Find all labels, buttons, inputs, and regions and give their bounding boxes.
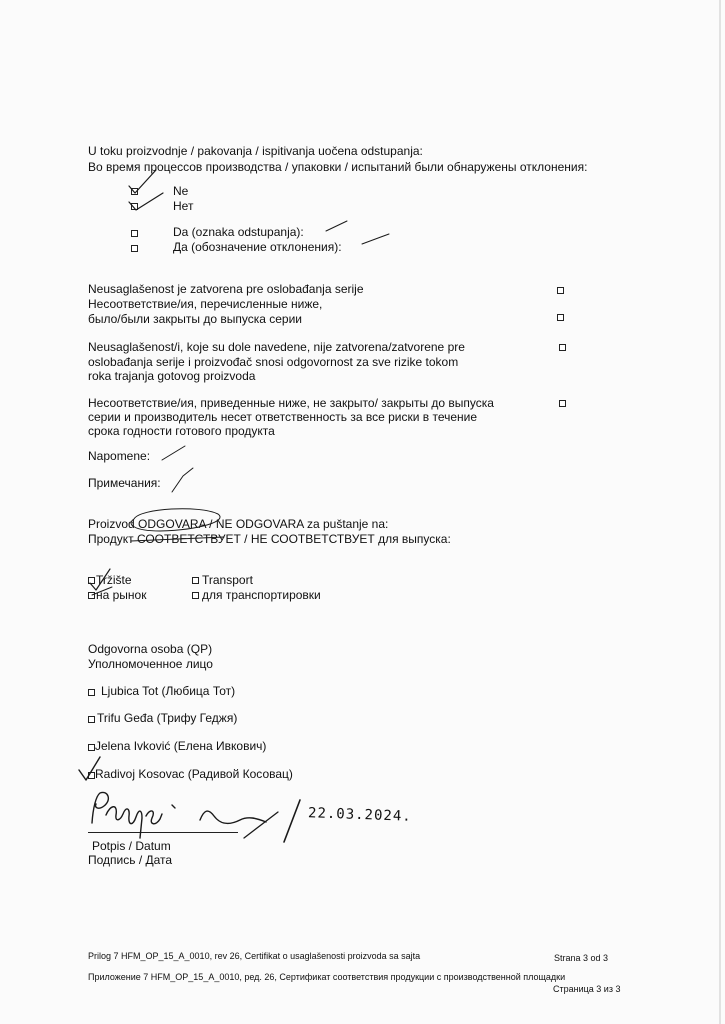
checkbox-closed-ru[interactable]	[557, 314, 564, 321]
market-sr: Tržište	[96, 573, 132, 587]
checkbox-transport-ru[interactable]	[192, 592, 199, 599]
signature-label-ru: Подпись / Дата	[88, 853, 173, 867]
qp-title-ru: Уполномоченное лицо	[88, 657, 213, 671]
checkbox-market-ru[interactable]	[88, 592, 95, 599]
checkbox-market-sr[interactable]	[88, 577, 95, 584]
qp-person-1: Ljubica Tot (Любица Тот)	[101, 684, 236, 698]
market-ru: на рынок	[96, 588, 147, 602]
release-sr-prefix: Proizvod	[88, 517, 139, 531]
signature-slash	[284, 800, 300, 842]
checkbox-closed-sr[interactable]	[557, 287, 564, 294]
intro-ru: Во время процессов производства / упаковки / испытаний были обнаружены отклонения:	[88, 160, 588, 174]
closed-sr: Neusaglašenost je zatvorena pre oslobađanja serije	[88, 282, 364, 296]
footer-sr: Prilog 7 HFM_OP_15_A_0010, rev 26, Certifikat o usaglašenosti proizvoda sa sajta	[88, 951, 421, 961]
checkbox-yes-sr[interactable]	[131, 230, 138, 237]
checkbox-qp-3[interactable]	[88, 744, 95, 751]
open-sr-line1: Neusaglašenost/i, koje su dole navedene, nije zatvorena/zatvorene pre	[88, 340, 465, 354]
release-ru-prefix: Продукт	[88, 532, 137, 546]
checkbox-qp-1[interactable]	[88, 689, 95, 696]
release-sr-match: ODGOVARA	[138, 517, 206, 531]
intro-sr: U toku proizvodnje / pakovanja / ispitivanja uočena odstupanja:	[88, 144, 423, 158]
checkbox-no-sr[interactable]	[131, 188, 138, 195]
dash-notes-sr	[162, 446, 185, 460]
release-ru-match: СООТВЕТСТВУЕТ	[136, 532, 241, 546]
footer-ru-page: Страница 3 из 3	[553, 984, 621, 994]
checkbox-open-sr[interactable]	[559, 344, 566, 351]
notes-ru-label: Примечания:	[88, 476, 161, 490]
signature-line	[88, 832, 238, 833]
qp-person-2: Trifu Geđa (Трифу Геджя)	[97, 711, 238, 725]
signature-label-sr: Potpis / Datum	[92, 839, 171, 853]
qp-title-sr: Odgovorna osoba (QP)	[88, 642, 213, 656]
closed-ru-line2: было/были закрыты до выпуска серии	[88, 312, 303, 326]
release-sr-rest: / NE ODGOVARA za puštanje na:	[205, 517, 389, 531]
qp-person-3: Jelena Ivković (Елена Ивкович)	[95, 739, 267, 753]
open-ru-line1: Несоответствие/ия, приведенные ниже, не закрыто/ закрыты до выпуска	[88, 396, 494, 410]
option-no-ru: Нет	[173, 199, 194, 213]
checkbox-yes-ru[interactable]	[131, 245, 138, 252]
option-yes-ru: Да (обозначение отклонения):	[173, 240, 342, 254]
option-yes-sr: Da (oznaka odstupanja):	[173, 225, 304, 239]
option-no-sr: Ne	[173, 184, 189, 198]
checkbox-qp-2[interactable]	[88, 716, 95, 723]
dash-yes-ru	[362, 234, 389, 244]
checkbox-transport-sr[interactable]	[192, 577, 199, 584]
open-sr-line2: oslobađanja serije i proizvođač snosi odgovornost za sve rizike tokom	[88, 355, 459, 369]
qp-person-4: Radivoj Kosovac (Радивой Косовац)	[95, 767, 293, 781]
release-ru-rest: / НЕ СООТВЕТСТВУЕТ для выпуска:	[240, 532, 451, 546]
open-sr-line3: roka trajanja gotovog proizvoda	[88, 369, 256, 383]
signature-tail	[172, 805, 266, 823]
checkbox-qp-4[interactable]	[88, 772, 95, 779]
dash-yes-sr	[326, 221, 347, 231]
transport-ru: для транспортировки	[202, 588, 321, 602]
signature-cross	[244, 812, 278, 838]
release-sr	[88, 517, 388, 531]
checkbox-no-ru[interactable]	[131, 203, 138, 210]
footer-sr-page: Strana 3 od 3	[554, 953, 609, 963]
release-ru	[88, 532, 451, 546]
open-ru-line3: срока годности готового продукта	[88, 424, 275, 438]
scan-edge	[719, 0, 721, 1024]
closed-ru-line1: Несоответствие/ия, перечисленные ниже,	[88, 297, 323, 311]
notes-sr-label: Napomene:	[88, 449, 151, 463]
handwritten-date: 22.03.2024.	[307, 805, 412, 825]
footer-ru: Приложение 7 HFM_OP_15_A_0010, ред. 26, Сертификат соответствия продукции с производственной площадки	[88, 972, 566, 982]
transport-sr: Transport	[202, 573, 253, 587]
dash-notes-ru	[172, 468, 193, 492]
checkbox-open-ru[interactable]	[559, 400, 566, 407]
open-ru-line2: серии и производитель несет ответственность за все риски в течение	[88, 410, 478, 424]
